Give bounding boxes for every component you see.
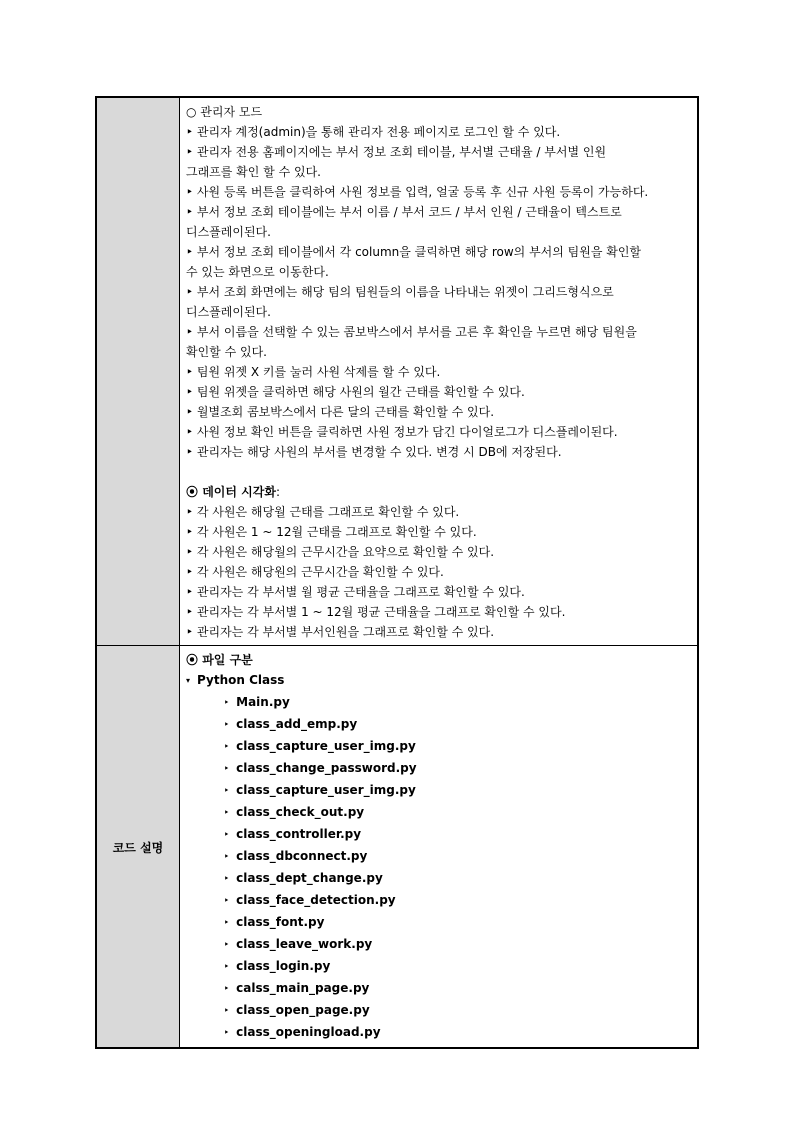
list-item: ‣ 사원 정보 확인 버튼을 클릭하면 사원 정보가 담긴 다이얼로그가 디스플레이된다. — [186, 425, 618, 439]
group-label-text: Python Class — [197, 673, 285, 687]
triangle-right-icon: ‣ — [224, 808, 230, 817]
files-heading-text: 파일 구분 — [202, 653, 253, 667]
list-item: ‣ 관리자 계정(admin)을 통해 관리자 전용 페이지로 로그인 할 수 있다. — [186, 125, 561, 139]
table-row-code — [96, 646, 698, 1049]
file-name: class_font.py — [236, 915, 325, 929]
triangle-right-icon: ‣ — [224, 830, 230, 839]
list-item: ‣ 관리자는 각 부서별 부서인원을 그래프로 확인할 수 있다. — [186, 625, 495, 639]
file-name: class_dept_change.py — [236, 871, 383, 885]
file-item — [186, 736, 691, 758]
file-name: class_change_password.py — [236, 761, 417, 775]
triangle-right-icon: ‣ — [224, 984, 230, 993]
file-name: class_login.py — [236, 959, 331, 973]
list-item-continuation: 수 있는 화면으로 이동한다. — [186, 265, 329, 279]
file-item — [186, 758, 691, 780]
heading-colon: : — [275, 485, 280, 499]
triangle-right-icon: ‣ — [224, 720, 230, 729]
spacer — [186, 462, 691, 482]
list-item: ‣ 월별조회 콤보박스에서 다른 달의 근태를 확인할 수 있다. — [186, 405, 495, 419]
list-item-continuation: 확인할 수 있다. — [186, 345, 267, 359]
table-row-admin — [96, 97, 698, 646]
triangle-right-icon: ‣ — [224, 852, 230, 861]
content-cell — [180, 97, 699, 646]
list-item: ‣ 팀원 위젯을 클릭하면 해당 사원의 월간 근태를 확인할 수 있다. — [186, 385, 525, 399]
row-label-code-description: 코드 설명 — [112, 841, 164, 855]
file-item — [186, 868, 691, 890]
file-item — [186, 1000, 691, 1022]
file-name: class_controller.py — [236, 827, 362, 841]
list-item: ‣ 부서 이름을 선택할 수 있는 콤보박스에서 부서를 고른 후 확인을 누르면 해당 팀원을 — [186, 325, 637, 339]
list-item-continuation: 디스플레이된다. — [186, 225, 271, 239]
list-item-continuation: 그래프를 확인 할 수 있다. — [186, 165, 321, 179]
list-item: ‣ 관리자는 각 부서별 월 평균 근태율을 그래프로 확인할 수 있다. — [186, 585, 525, 599]
triangle-right-icon: ‣ — [224, 1028, 230, 1037]
file-list-section — [180, 646, 697, 1047]
triangle-down-icon: ▾ — [186, 676, 191, 685]
file-name: class_leave_work.py — [236, 937, 373, 951]
group-label — [186, 670, 691, 692]
admin-mode-section — [180, 98, 697, 645]
viz-heading-text: 데이터 시각화 — [202, 485, 276, 499]
triangle-right-icon: ‣ — [224, 698, 230, 707]
list-item: ‣ 관리자는 해당 사원의 부서를 변경할 수 있다. 변경 시 DB에 저장된다. — [186, 445, 562, 459]
file-item — [186, 978, 691, 1000]
bullseye-icon: ⦿ — [186, 653, 199, 667]
file-item — [186, 692, 691, 714]
triangle-right-icon: ‣ — [224, 764, 230, 773]
list-item: ‣ 각 사원은 해당원의 근무시간을 확인할 수 있다. — [186, 565, 444, 579]
triangle-right-icon: ‣ — [224, 742, 230, 751]
file-name: class_openingload.py — [236, 1025, 381, 1039]
triangle-right-icon: ‣ — [224, 1006, 230, 1015]
triangle-right-icon: ‣ — [224, 940, 230, 949]
list-item-continuation: 디스플레이된다. — [186, 305, 271, 319]
file-item — [186, 824, 691, 846]
file-item — [186, 846, 691, 868]
file-item — [186, 912, 691, 934]
file-item — [186, 934, 691, 956]
row-label-cell — [96, 97, 180, 646]
file-name: calss_main_page.py — [236, 981, 370, 995]
list-item: ‣ 각 사원은 해당월의 근무시간을 요약으로 확인할 수 있다. — [186, 545, 495, 559]
row-label-cell — [96, 646, 180, 1049]
file-list — [186, 692, 691, 1044]
triangle-right-icon: ‣ — [224, 874, 230, 883]
triangle-right-icon: ‣ — [224, 918, 230, 927]
file-name: class_add_emp.py — [236, 717, 358, 731]
bullseye-icon: ⦿ — [186, 485, 199, 499]
document-table — [95, 96, 699, 1049]
file-name: class_face_detection.py — [236, 893, 396, 907]
triangle-right-icon: ‣ — [224, 786, 230, 795]
list-item: ‣ 부서 정보 조회 테이블에는 부서 이름 / 부서 코드 / 부서 인원 / 근태율이 텍스트로 — [186, 205, 622, 219]
list-item: ‣ 부서 조회 화면에는 해당 팀의 팀원들의 이름을 나타내는 위젯이 그리드형식으로 — [186, 285, 614, 299]
list-item: ‣ 팀원 위젯 X 키를 눌러 사원 삭제를 할 수 있다. — [186, 365, 441, 379]
file-item — [186, 1022, 691, 1044]
file-name: class_capture_user_img.py — [236, 783, 416, 797]
file-name: Main.py — [236, 695, 290, 709]
file-name: class_capture_user_img.py — [236, 739, 416, 753]
content-cell — [180, 646, 699, 1049]
file-name: class_check_out.py — [236, 805, 365, 819]
list-item: ‣ 사원 등록 버튼을 클릭하여 사원 정보를 입력, 얼굴 등록 후 신규 사원 등록이 가능하다. — [186, 185, 649, 199]
list-item: ‣ 각 사원은 해당월 근태를 그래프로 확인할 수 있다. — [186, 505, 460, 519]
list-item: ‣ 부서 정보 조회 테이블에서 각 column을 클릭하면 해당 row의 부서의 팀원을 확인할 — [186, 245, 642, 259]
triangle-right-icon: ‣ — [224, 896, 230, 905]
file-name: class_open_page.py — [236, 1003, 370, 1017]
file-name: class_dbconnect.py — [236, 849, 368, 863]
file-item — [186, 802, 691, 824]
file-item — [186, 890, 691, 912]
file-item — [186, 780, 691, 802]
triangle-right-icon: ‣ — [224, 962, 230, 971]
file-item — [186, 956, 691, 978]
list-item: ‣ 관리자 전용 홈페이지에는 부서 정보 조회 테이블, 부서별 근태율 / 부서별 인원 — [186, 145, 607, 159]
section-title: ○ 관리자 모드 — [186, 105, 263, 119]
list-item: ‣ 관리자는 각 부서별 1 ~ 12월 평균 근태율을 그래프로 확인할 수 있다. — [186, 605, 566, 619]
section-heading — [186, 482, 691, 502]
list-item: ‣ 각 사원은 1 ~ 12월 근태를 그래프로 확인할 수 있다. — [186, 525, 477, 539]
file-item — [186, 714, 691, 736]
section-heading — [186, 650, 691, 670]
